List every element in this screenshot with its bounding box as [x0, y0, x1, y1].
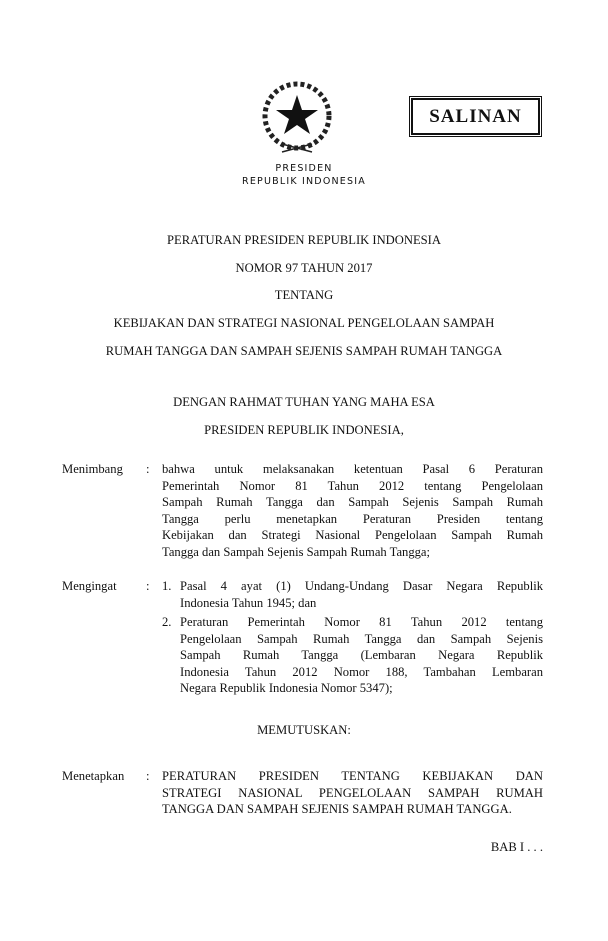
title-line: TENTANG — [274, 288, 334, 302]
menetapkan-text: STRATEGI NASIONAL PENGELOLAAN SAMPAH RUMAH — [162, 785, 543, 800]
mengingat-text: Peraturan Pemerintah Nomor 81 Tahun 2012 tentang — [180, 615, 543, 629]
menimbang-text: Sampah Rumah Tangga dan Sampah Sejenis Sampah Rumah — [162, 495, 543, 509]
title-line: PRESIDEN REPUBLIK INDONESIA, — [204, 423, 404, 437]
title-line: RUMAH TANGGA DAN SAMPAH SEJENIS SAMPAH RUMAH TANGGA — [105, 344, 503, 358]
colon: : — [146, 462, 150, 476]
next-page-marker: BAB I . . . — [490, 840, 543, 854]
colon: : — [146, 769, 150, 783]
menimbang-text: Pemerintah Nomor 81 Tahun 2012 tentang Pengelolaan — [162, 478, 543, 493]
menimbang-text: Kebijakan dan Strategi Nasional Pengelolaan Sampah Rumah — [162, 528, 543, 542]
mengingat-text: Sampah Rumah Tangga (Lembaran Negara Republik — [180, 648, 543, 662]
colon: : — [146, 579, 150, 593]
mengingat-text: Pasal 4 ayat (1) Undang-Undang Dasar Negara Republik — [180, 579, 543, 593]
emblem-caption: PRESIDEN — [275, 163, 333, 174]
title-line: DENGAN RAHMAT TUHAN YANG MAHA ESA — [173, 395, 435, 409]
menetapkan-label: Menetapkan — [62, 769, 125, 783]
salinan-stamp: SALINAN — [411, 98, 540, 135]
menimbang-label: Menimbang — [62, 462, 123, 476]
menimbang-text: Tangga dan Sampah Sejenis Sampah Rumah Tangga; — [162, 544, 431, 559]
mengingat-text: Negara Republik Indonesia Nomor 5347); — [180, 681, 393, 695]
item-number: 1. — [162, 579, 172, 593]
mengingat-text: Indonesia Tahun 1945; dan — [180, 595, 317, 610]
menimbang-text: Tangga perlu menetapkan Peraturan Presiden tentang — [162, 511, 543, 526]
title-line: PERATURAN PRESIDEN REPUBLIK INDONESIA — [167, 233, 441, 247]
mengingat-label: Mengingat — [62, 579, 117, 593]
menetapkan-text: PERATURAN PRESIDEN TENTANG KEBIJAKAN DAN — [162, 769, 543, 783]
menimbang-text: bahwa untuk melaksanakan ketentuan Pasal 6 Peraturan — [162, 462, 543, 476]
item-number: 2. — [162, 615, 172, 629]
menetapkan-text: TANGGA DAN SAMPAH SEJENIS SAMPAH RUMAH TANGGA. — [162, 802, 512, 816]
mengingat-text: Pengelolaan Sampah Rumah Tangga dan Sampah Sejenis — [180, 631, 543, 646]
emblem-caption: REPUBLIK INDONESIA — [242, 176, 366, 187]
title-line: NOMOR 97 TAHUN 2017 — [235, 261, 373, 275]
title-line: KEBIJAKAN DAN STRATEGI NASIONAL PENGELOLAAN SAMPAH — [113, 316, 495, 330]
mengingat-text: Indonesia Tahun 2012 Nomor 188, Tambahan Lembaran — [180, 664, 543, 679]
memutuskan-heading: MEMUTUSKAN: — [257, 723, 351, 737]
garuda-emblem-icon — [256, 78, 338, 156]
